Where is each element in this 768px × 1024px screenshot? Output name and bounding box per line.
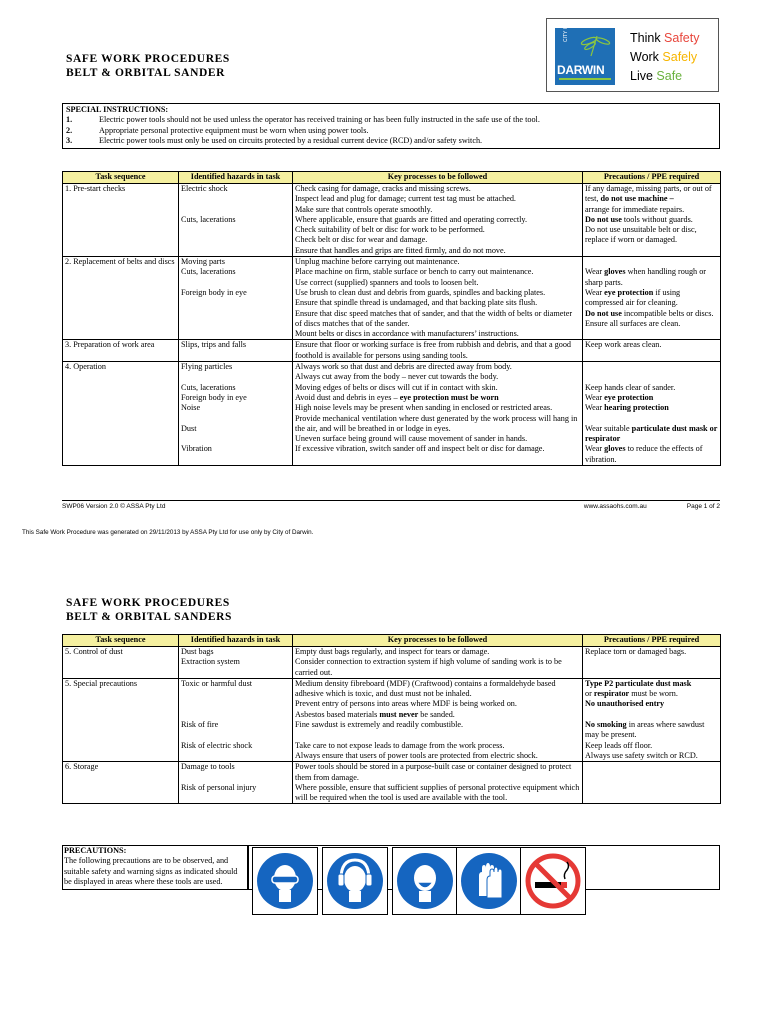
safety-tagline [630, 29, 699, 86]
precaution-bold: gloves [604, 444, 626, 454]
table-row [63, 184, 721, 257]
precaution: Always use safety switch or RCD. [585, 750, 698, 760]
precaution-bold: eye protection [604, 392, 654, 402]
process: High noise levels may be present when sanding in enclosed or restricted areas. [295, 403, 553, 413]
table-header-row [63, 635, 721, 647]
title-line-2: BELT & ORBITAL SANDERS [66, 611, 233, 623]
logo-underline [559, 78, 611, 80]
hearing-protection-icon [323, 848, 387, 914]
procedure-table-2 [62, 634, 721, 804]
hazard: Foreign body in eye [181, 287, 247, 297]
process: Make sure that controls operate smoothly. [295, 204, 433, 214]
precaution: in areas where sawdust may be present. [585, 720, 705, 740]
table-row [63, 362, 721, 466]
eye-protection-sign [252, 847, 318, 915]
precaution-bold: particulate dust mask or respirator [585, 423, 718, 444]
process: Place machine on firm, stable surface or bench to carry out maintenance. [295, 267, 534, 277]
hazard: Dust bags [181, 647, 214, 656]
process: Uneven surface being ground will cause movement of sander in hands. [295, 434, 528, 444]
process-bold: must never [379, 709, 419, 719]
precaution: if using compressed air for cleaning. [585, 287, 681, 308]
precaution-cell [583, 678, 721, 761]
eye-protection-icon [253, 848, 317, 914]
hazard: Risk of personal injury [181, 782, 257, 792]
table-row [63, 678, 721, 761]
process: Asbestos based materials [295, 709, 380, 719]
precaution: must be worn. [629, 689, 678, 699]
title-line-2: BELT & ORBITAL SANDER [66, 67, 226, 79]
process-cell [293, 362, 583, 466]
process: Check casing for damage, cracks and missing screws. [295, 184, 471, 193]
col-key-processes: Key processes to be followed [293, 172, 583, 184]
precaution: Wear [585, 403, 605, 413]
process: Medium density fibreboard (MDF) (Craftwood) contains a formaldehyde based adhesive which is toxic, and dust must not be inhaled. [295, 678, 556, 699]
process: Where applicable, ensure that guards are fitted and operating correctly. [295, 214, 528, 224]
task-cell: 5. Control of dust [63, 647, 179, 679]
footer-page-number: Page 1 of 2 [686, 503, 720, 510]
precaution: Wear suitable [585, 423, 632, 433]
precaution-bold: eye protection [604, 287, 654, 297]
special-instructions-header: SPECIAL INSTRUCTIONS: [66, 105, 169, 114]
hazard-cell [179, 762, 293, 804]
precaution: Keep leads off floor. [585, 740, 653, 750]
precaution-cell [583, 362, 721, 466]
precaution-bold: do not use machine – [600, 194, 674, 204]
table-row [63, 340, 721, 362]
generated-notice: This Safe Work Procedure was generated on 29/11/2013 by ASSA Pty Ltd for use only by City of Darwin. [22, 529, 314, 536]
item-text: Electric power tools must only be used on circuits protected by a residual current device (RCD) and/or safety switch. [99, 135, 483, 145]
process: Use brush to clean dust and debris from guards, spindles and backing plates. [295, 287, 546, 297]
precaution: incompatible belts or discs. [621, 308, 714, 318]
tagline-live: Live [630, 69, 657, 83]
process-bold: eye protection must be worn [399, 392, 499, 402]
precaution: or [585, 689, 594, 699]
precautions-divider [247, 845, 249, 890]
process: Ensure that spindle thread is undamaged, and that backing plate sits flush. [295, 298, 538, 308]
col-task-sequence: Task sequence [63, 172, 179, 184]
process: Consider connection to extraction system if high volume of sanding work is to be carried out. [295, 657, 562, 677]
precaution: Wear [585, 444, 605, 454]
process: Empty dust bags regularly, and inspect for tears or damage. [295, 647, 490, 656]
task-cell: 3. Preparation of work area [63, 340, 179, 362]
hazard: Cuts, lacerations [181, 267, 236, 277]
process: Mount belts or discs in accordance with manufacturers’ instructions. [295, 329, 519, 339]
task-cell: 4. Operation [63, 362, 179, 466]
process: Use correct (supplied) spanners and tools to loosen belt. [295, 277, 479, 287]
gloves-sign [456, 847, 522, 915]
hazard: Electric shock [181, 184, 228, 193]
precaution-bold: Do not use [585, 308, 622, 318]
precautions-body: The following precautions are to be observed, and suitable safety and warning signs as indicated should be displayed in areas where these tools are used. [64, 856, 238, 886]
page-footer [62, 503, 720, 510]
process: be sanded. [418, 709, 455, 719]
precaution: to reduce the effects of vibration. [585, 444, 703, 464]
tagline-think: Think [630, 31, 665, 45]
hazard: Foreign body in eye [181, 392, 247, 402]
hazard-cell [179, 647, 293, 679]
col-hazards: Identified hazards in task [179, 635, 293, 647]
precaution: Wear [585, 392, 605, 402]
precaution: Wear [585, 287, 605, 297]
process: Where possible, ensure that sufficient supplies of personal protective equipment which will be required when the tool is used are available with the tool. [295, 782, 580, 803]
precaution-bold: gloves [604, 267, 626, 277]
process: Always work so that dust and debris are directed away from body. [295, 362, 512, 372]
no-smoking-sign [520, 847, 586, 915]
process: Avoid dust and debris in eyes – [295, 392, 400, 402]
logo-city-text: CITY OF [563, 22, 569, 42]
gloves-icon [457, 848, 521, 914]
page-2-title [66, 596, 232, 624]
hazard: Risk of electric shock [181, 740, 253, 750]
precaution-cell [583, 184, 721, 257]
process: Ensure that handles and grips are fitted firmly, and do not move. [295, 245, 506, 255]
tagline-safe: Safe [656, 69, 683, 83]
hazard-cell [179, 184, 293, 257]
precaution-cell: Keep work areas clean. [583, 340, 721, 362]
task-cell: 6. Storage [63, 762, 179, 804]
procedure-table-1 [62, 171, 721, 466]
precaution-cell [583, 762, 721, 804]
precaution: Ensure all surfaces are clean. [585, 318, 681, 328]
hearing-protection-sign [322, 847, 388, 915]
precautions-header: PRECAUTIONS: [64, 846, 127, 855]
col-precautions: Precautions / PPE required [583, 635, 721, 647]
hazard: Noise [181, 403, 201, 413]
precaution: tools without guards. [621, 214, 693, 224]
hazard: Damage to tools [181, 762, 235, 772]
precaution-cell [583, 257, 721, 340]
hazard: Flying particles [181, 362, 233, 372]
footer-url[interactable]: www.assaohs.com.au [583, 503, 647, 510]
process: Take care to not expose leads to damage from the work process. [295, 740, 505, 750]
no-smoking-icon [521, 848, 585, 914]
process: Moving edges of belts or discs will cut if in contact with skin. [295, 382, 498, 392]
process-cell [293, 647, 583, 679]
special-instructions [62, 103, 720, 149]
item-number: 2. [66, 125, 73, 135]
table-row [63, 762, 721, 804]
col-hazards: Identified hazards in task [179, 172, 293, 184]
hazard: Vibration [181, 444, 212, 454]
precaution-bold: Do not use [585, 214, 622, 224]
task-cell: 2. Replacement of belts and discs [63, 257, 179, 340]
process: Fine sawdust is extremely and readily combustible. [295, 720, 464, 730]
process: Provide mechanical ventilation where dust generated by the work process will hang in the air, and will be breathed in or lodge in eyes. [295, 413, 578, 433]
hazard-cell [179, 257, 293, 340]
precautions-text [64, 846, 244, 887]
hazard-cell [179, 362, 293, 466]
process-cell [293, 762, 583, 804]
process: Check suitability of belt or disc for work to be performed. [295, 225, 485, 235]
precaution: Keep hands clear of sander. [585, 382, 676, 392]
precaution-cell: Replace torn or damaged bags. [583, 647, 721, 679]
precaution: arrange for immediate repairs. [585, 204, 685, 214]
process: Check belt or disc for wear and damage. [295, 235, 428, 245]
precaution: Wear [585, 267, 605, 277]
dust-mask-sign [392, 847, 458, 915]
item-text: Appropriate personal protective equipment must be worn when using power tools. [99, 125, 369, 135]
tagline-safety: Safety [664, 31, 700, 45]
item-number: 3. [66, 135, 73, 145]
city-of-darwin-logo [555, 22, 615, 85]
process-cell [293, 257, 583, 340]
title-line-1: SAFE WORK PROCEDURES [66, 597, 230, 609]
hazard: Cuts, lacerations [181, 214, 236, 224]
table-row [63, 257, 721, 340]
footer-version: SWP06 Version 2.0 © ASSA Pty Ltd [62, 503, 166, 510]
process: Inspect lead and plug for damage; current test tag must be attached. [295, 194, 516, 204]
hazard: Moving parts [181, 257, 225, 267]
hazard: Risk of fire [181, 720, 219, 730]
task-cell: 5. Special precautions [63, 678, 179, 761]
hazard-cell [179, 678, 293, 761]
logo-name-text: DARWIN [557, 63, 605, 77]
hazard: Extraction system [181, 657, 240, 667]
precaution: Do not use unsuitable belt or disc, replace if worn or damaged. [585, 225, 697, 245]
precaution-bold: No unauthorised entry [585, 699, 665, 709]
special-item [66, 136, 716, 146]
title-line-1: SAFE WORK PROCEDURES [66, 53, 230, 65]
process-cell: Ensure that floor or working surface is free from rubbish and debris, and that a good foothold is available for persons using sanding tools. [293, 340, 583, 362]
footer-rule [62, 500, 720, 501]
process: Unplug machine before carrying out maintenance. [295, 257, 460, 267]
col-key-processes: Key processes to be followed [293, 635, 583, 647]
dust-mask-icon [393, 848, 457, 914]
hazard-cell: Slips, trips and falls [179, 340, 293, 362]
process: If excessive vibration, switch sander off and inspect belt or disc for damage. [295, 444, 545, 454]
special-item [66, 126, 716, 136]
precaution-bold: Type P2 particulate dust mask [585, 678, 692, 688]
special-item [66, 115, 716, 125]
process: Ensure that disc speed matches that of sander, and that the width of belts or diameter of discs matches that of the sander. [295, 308, 573, 328]
hazard: Toxic or harmful dust [181, 678, 253, 688]
tagline-work: Work [630, 50, 663, 64]
hazard: Cuts, lacerations [181, 382, 236, 392]
process: Always cut away from the body – never cut towards the body. [295, 372, 499, 382]
process-cell [293, 184, 583, 257]
item-text: Electric power tools should not be used unless the operator has received training or has been fully instructed in the safe use of the tool. [99, 115, 540, 125]
precaution-bold: respirator [593, 689, 630, 699]
process: Always ensure that users of power tools are protected from electric shock. [295, 750, 538, 760]
process: Power tools should be stored in a purpose-built case or container designed to protect them from damage. [295, 762, 572, 782]
process: Prevent entry of persons into areas where MDF is being worked on. [295, 699, 517, 709]
precaution: when handling rough or sharp parts. [585, 267, 707, 287]
table-header-row [63, 172, 721, 184]
precaution-bold: hearing protection [604, 403, 669, 413]
col-precautions: Precautions / PPE required [583, 172, 721, 184]
page-title [66, 52, 230, 80]
process-cell [293, 678, 583, 761]
tagline-safely: Safely [662, 50, 698, 64]
task-cell: 1. Pre-start checks [63, 184, 179, 257]
item-number: 1. [66, 115, 73, 125]
table-row [63, 647, 721, 679]
hazard: Dust [181, 423, 197, 433]
precaution-bold: No smoking [585, 720, 627, 730]
col-task-sequence: Task sequence [63, 635, 179, 647]
precaution: If any damage, missing parts, or out of test, [585, 184, 712, 204]
